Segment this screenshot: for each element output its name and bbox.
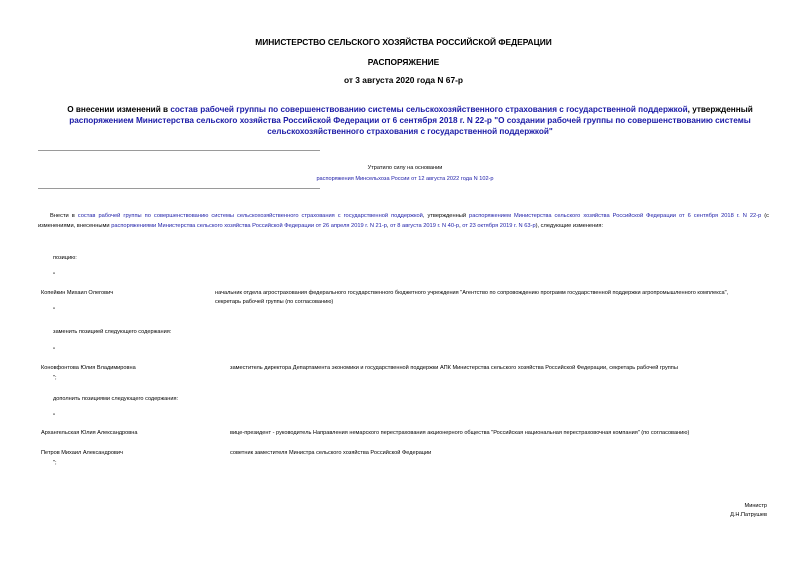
quote-open-4: " <box>53 414 56 420</box>
signature-name: Д.Н.Патрушев <box>730 512 767 518</box>
member-name-3: Архангельская Юлия Александровна <box>41 430 138 436</box>
divider-top <box>38 150 320 151</box>
body-link-amendment-3[interactable]: от 23 октября 2019 г. N 63-р <box>462 223 536 229</box>
signature-title: Министр <box>744 503 767 509</box>
body-link-order[interactable]: распоряжением Министерства сельского хозяйства Российской Федерации от 6 сентября 2018 г. N 22-р <box>469 213 762 219</box>
body-text-1: Внести в <box>50 213 78 219</box>
quote-close-1: "; <box>53 375 57 381</box>
body-text-4: , <box>386 223 391 229</box>
member-role-2: заместитель директора Департамента экономики и государственной поддержки АПК Министерства сельского хозяйства Российской Федерации, секретарь рабочей группы <box>230 365 678 371</box>
quote-open-2: " <box>53 308 56 314</box>
status-note-link[interactable]: распоряжения Минсельхоза России от 12 августа 2022 года N 102-р <box>316 176 494 182</box>
member-role-3: вице-президент - руководитель Направления немарского перестрахования акционерного общества "Российская национальная перестраховочная компания" (по согласованию) <box>230 430 690 436</box>
body-link-composition[interactable]: состав рабочей группы по совершенствованию системы сельскохозяйственного страхования с государственной поддержкой <box>77 213 423 219</box>
title-text-1: О внесении изменений в <box>67 105 171 114</box>
section-position-label: позицию: <box>53 255 77 261</box>
member-name-4: Петров Михаил Александрович <box>41 450 123 456</box>
member-name-1: Копейкин Михаил Олегович <box>41 290 114 296</box>
quote-close-2: "; <box>53 460 57 466</box>
body-link-amendment-2[interactable]: от 8 августа 2019 г. N 40-р <box>390 223 460 229</box>
body-text-2: , утвержденный <box>422 213 470 219</box>
body-text-3: (с изменениями, внесенными <box>38 213 769 229</box>
divider-bottom <box>38 188 320 189</box>
title-link-order[interactable]: распоряжением Министерства сельского хозяйства Российской Федерации от 6 сентября 2018 г. N 22-р "О создании рабочей группы по совершенствованию системы сельскохозяйственного страхования с государственной поддержкой" <box>69 116 751 136</box>
body-text-5: , <box>459 223 463 229</box>
body-paragraph <box>38 211 769 231</box>
ministry-heading: МИНИСТЕРСТВО СЕЛЬСКОГО ХОЗЯЙСТВА РОССИЙСКОЙ ФЕДЕРАЦИИ <box>255 37 552 47</box>
member-name-2: Коновфонтова Юлия Владимировна <box>41 365 136 371</box>
quote-open-3: " <box>53 348 56 354</box>
title-link-composition[interactable]: состав рабочей группы по совершенствованию системы сельскохозяйственного страхования с государственной поддержкой <box>170 105 688 114</box>
document-type: РАСПОРЯЖЕНИЕ <box>367 57 440 67</box>
member-role-1: начальник отдела агрострахования федерального государственного бюджетного учреждения "Агентство по сопровождению программ государственной поддержки агропромышленного комплекса", секретарь рабочей группы (по согласованию) <box>215 290 729 305</box>
section-replace-label: заменить позицией следующего содержания: <box>53 329 172 335</box>
quote-open-1: " <box>53 273 56 279</box>
section-add-label: дополнить позициями следующего содержания: <box>53 396 179 402</box>
status-note <box>270 163 540 185</box>
body-text-6: ), следующие изменения: <box>535 223 604 229</box>
title-text-2: , утвержденный <box>687 105 753 114</box>
member-role-4: советник заместителя Министра сельского хозяйства Российской Федерации <box>230 450 432 456</box>
body-link-amendment-1[interactable]: распоряжениями Министерства сельского хозяйства Российской Федерации от 26 апреля 2019 г. N 21-р <box>111 223 387 229</box>
status-note-text: Утратило силу на основании <box>367 165 443 171</box>
document-title <box>40 104 780 137</box>
document-date-number: от 3 августа 2020 года N 67-р <box>343 75 464 85</box>
